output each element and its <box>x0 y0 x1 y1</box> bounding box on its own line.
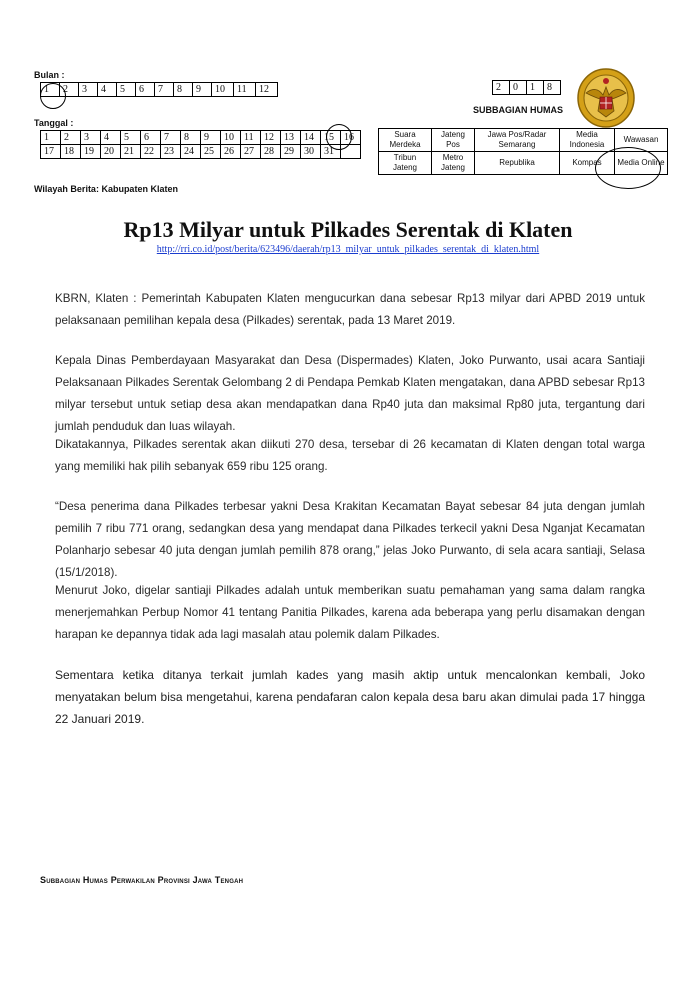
media-jawa-pos: Jawa Pos/Radar Semarang <box>475 129 560 152</box>
media-jateng-pos: Jateng Pos <box>432 129 475 152</box>
tgl1-cell: 10 <box>221 131 241 145</box>
media-suara-merdeka: Suara Merdeka <box>379 129 432 152</box>
paragraph-4: “Desa penerima dana Pilkades terbesar yakni Desa Krakitan Kecamatan Bayat sebesar 84 juta dengan jumlah pemilih 7 ribu 771 orang, sedangkan desa yang mendapat dana Pilkades terkecil yakni Desa Nganjat Kecamatan Polanharjo sebesar 40 juta dengan jumlah pemilih 878 orang,” jelas Joko Purwanto, di sela acara santiaji, Selasa (15/1/2018). <box>55 500 645 579</box>
paragraph-5: Menurut Joko, digelar santiaji Pilkades adalah untuk memberikan suatu pemahaman yang sama dalam rangka menerjemahkan Perbup Nomor 41 tentang Panitia Pilkades, karena ada beberapa yang perlu disamakan dengan harapan ke depannya tidak ada lagi masalah atau polemik dalam Pilkades. <box>55 584 645 641</box>
bulan-cell: 3 <box>79 83 98 97</box>
media-media-indonesia: Media Indonesia <box>560 129 615 152</box>
tgl1-cell: 1 <box>41 131 61 145</box>
media-republika: Republika <box>475 152 560 175</box>
tgl1-cell: 7 <box>161 131 181 145</box>
bulan-cell: 2 <box>60 83 79 97</box>
org-name: SUBBAGIAN HUMAS <box>473 105 563 115</box>
tgl2-cell: 25 <box>201 145 221 159</box>
bulan-selected-circle <box>40 83 66 109</box>
bulan-label: Bulan : <box>34 70 65 80</box>
tgl1-cell: 12 <box>261 131 281 145</box>
media-metro-jateng: Metro Jateng <box>432 152 475 175</box>
wilayah-berita: Wilayah Berita: Kabupaten Klaten <box>34 184 178 194</box>
tgl1-cell: 8 <box>181 131 201 145</box>
tgl2-cell: 26 <box>221 145 241 159</box>
media-wawasan: Wawasan <box>615 129 668 152</box>
tgl2-cell: 23 <box>161 145 181 159</box>
bulan-cell: 1 <box>41 83 60 97</box>
paragraph-2: Kepala Dinas Pemberdayaan Masyarakat dan Desa (Dispermades) Klaten, Joko Purwanto, usai acara Santiaji Pelaksanaan Pilkades Serentak Gelombang 2 di Pendapa Pemkab Klaten mengatakan, dana APBD sebesar Rp13 milyar tersebut untuk setiap desa akan mendapatkan dana Rp40 juta dan maksimal Rp80 juta, tergantung dari jumlah penduduk dan luas wilayah. <box>55 354 645 433</box>
bulan-grid <box>40 82 278 97</box>
media-tribun-jateng: Tribun Jateng <box>379 152 432 175</box>
bulan-cell: 5 <box>117 83 136 97</box>
media-kompas: Kompas <box>560 152 615 175</box>
tgl2-cell: 22 <box>141 145 161 159</box>
bulan-cell: 7 <box>155 83 174 97</box>
media-online: Media Online <box>615 152 668 175</box>
year-cell: 0 <box>510 81 527 95</box>
tgl2-cell: 21 <box>121 145 141 159</box>
year-cell: 1 <box>527 81 544 95</box>
tgl1-cell: 9 <box>201 131 221 145</box>
bulan-cell: 4 <box>98 83 117 97</box>
year-cell: 8 <box>544 81 561 95</box>
tgl1-cell: 13 <box>281 131 301 145</box>
tgl1-cell: 16 <box>341 131 361 145</box>
paragraph-1: KBRN, Klaten : Pemerintah Kabupaten Klaten mengucurkan dana sebesar Rp13 milyar dari APBD 2019 untuk pelaksanaan pemilihan kepala desa (Pilkades) serentak, pada 13 Maret 2019. <box>55 292 645 327</box>
tgl1-cell: 15 <box>321 131 341 145</box>
bulan-cell: 12 <box>256 83 278 97</box>
paragraph-3: Dikatakannya, Pilkades serentak akan diikuti 270 desa, tersebar di 26 kecamatan di Klaten dengan total warga yang memiliki hak pilih sebanyak 659 ribu 125 orang. <box>55 438 645 473</box>
bulan-cell: 11 <box>234 83 256 97</box>
footer-org: Subbagian Humas Perwakilan Provinsi Jawa Tengah <box>40 875 244 885</box>
tgl2-cell: 24 <box>181 145 201 159</box>
tanggal-label: Tanggal : <box>34 118 74 128</box>
tgl2-cell: 20 <box>101 145 121 159</box>
tgl1-cell: 11 <box>241 131 261 145</box>
tgl1-cell: 4 <box>101 131 121 145</box>
tanggal-selected-circle <box>326 124 352 150</box>
article-url-link[interactable]: http://rri.co.id/post/berita/623496/daerah/rp13_milyar_untuk_pilkades_serentak_di_klaten.html <box>156 244 540 255</box>
bulan-cell: 8 <box>174 83 193 97</box>
tgl2-cell: 30 <box>301 145 321 159</box>
garuda-emblem-icon <box>576 67 636 129</box>
tgl1-cell: 6 <box>141 131 161 145</box>
bulan-cell: 10 <box>212 83 234 97</box>
paragraph-6: Sementara ketika ditanya terkait jumlah kades yang masih aktip untuk mencalonkan kembali, Joko menyatakan belum bisa mengetahui, karena pendafaran calon kepala desa baru akan dimulai pada 17 hingga 22 Januari 2019. <box>55 668 645 726</box>
tgl2-cell: 28 <box>261 145 281 159</box>
bulan-cell: 6 <box>136 83 155 97</box>
tgl2-cell: 29 <box>281 145 301 159</box>
tgl2-cell: 31 <box>321 145 341 159</box>
tgl2-cell: 18 <box>61 145 81 159</box>
tgl2-cell: 27 <box>241 145 261 159</box>
article-title: Rp13 Milyar untuk Pilkades Serentak di Klaten <box>123 217 573 242</box>
year-cell: 2 <box>493 81 510 95</box>
media-online-circle <box>595 147 661 189</box>
year-box <box>492 80 561 95</box>
tanggal-grid <box>40 130 361 159</box>
tgl1-cell: 14 <box>301 131 321 145</box>
tgl2-cell: 17 <box>41 145 61 159</box>
tgl1-cell: 5 <box>121 131 141 145</box>
tgl1-cell: 2 <box>61 131 81 145</box>
tgl2-cell: 19 <box>81 145 101 159</box>
bulan-cell: 9 <box>193 83 212 97</box>
tgl1-cell: 3 <box>81 131 101 145</box>
